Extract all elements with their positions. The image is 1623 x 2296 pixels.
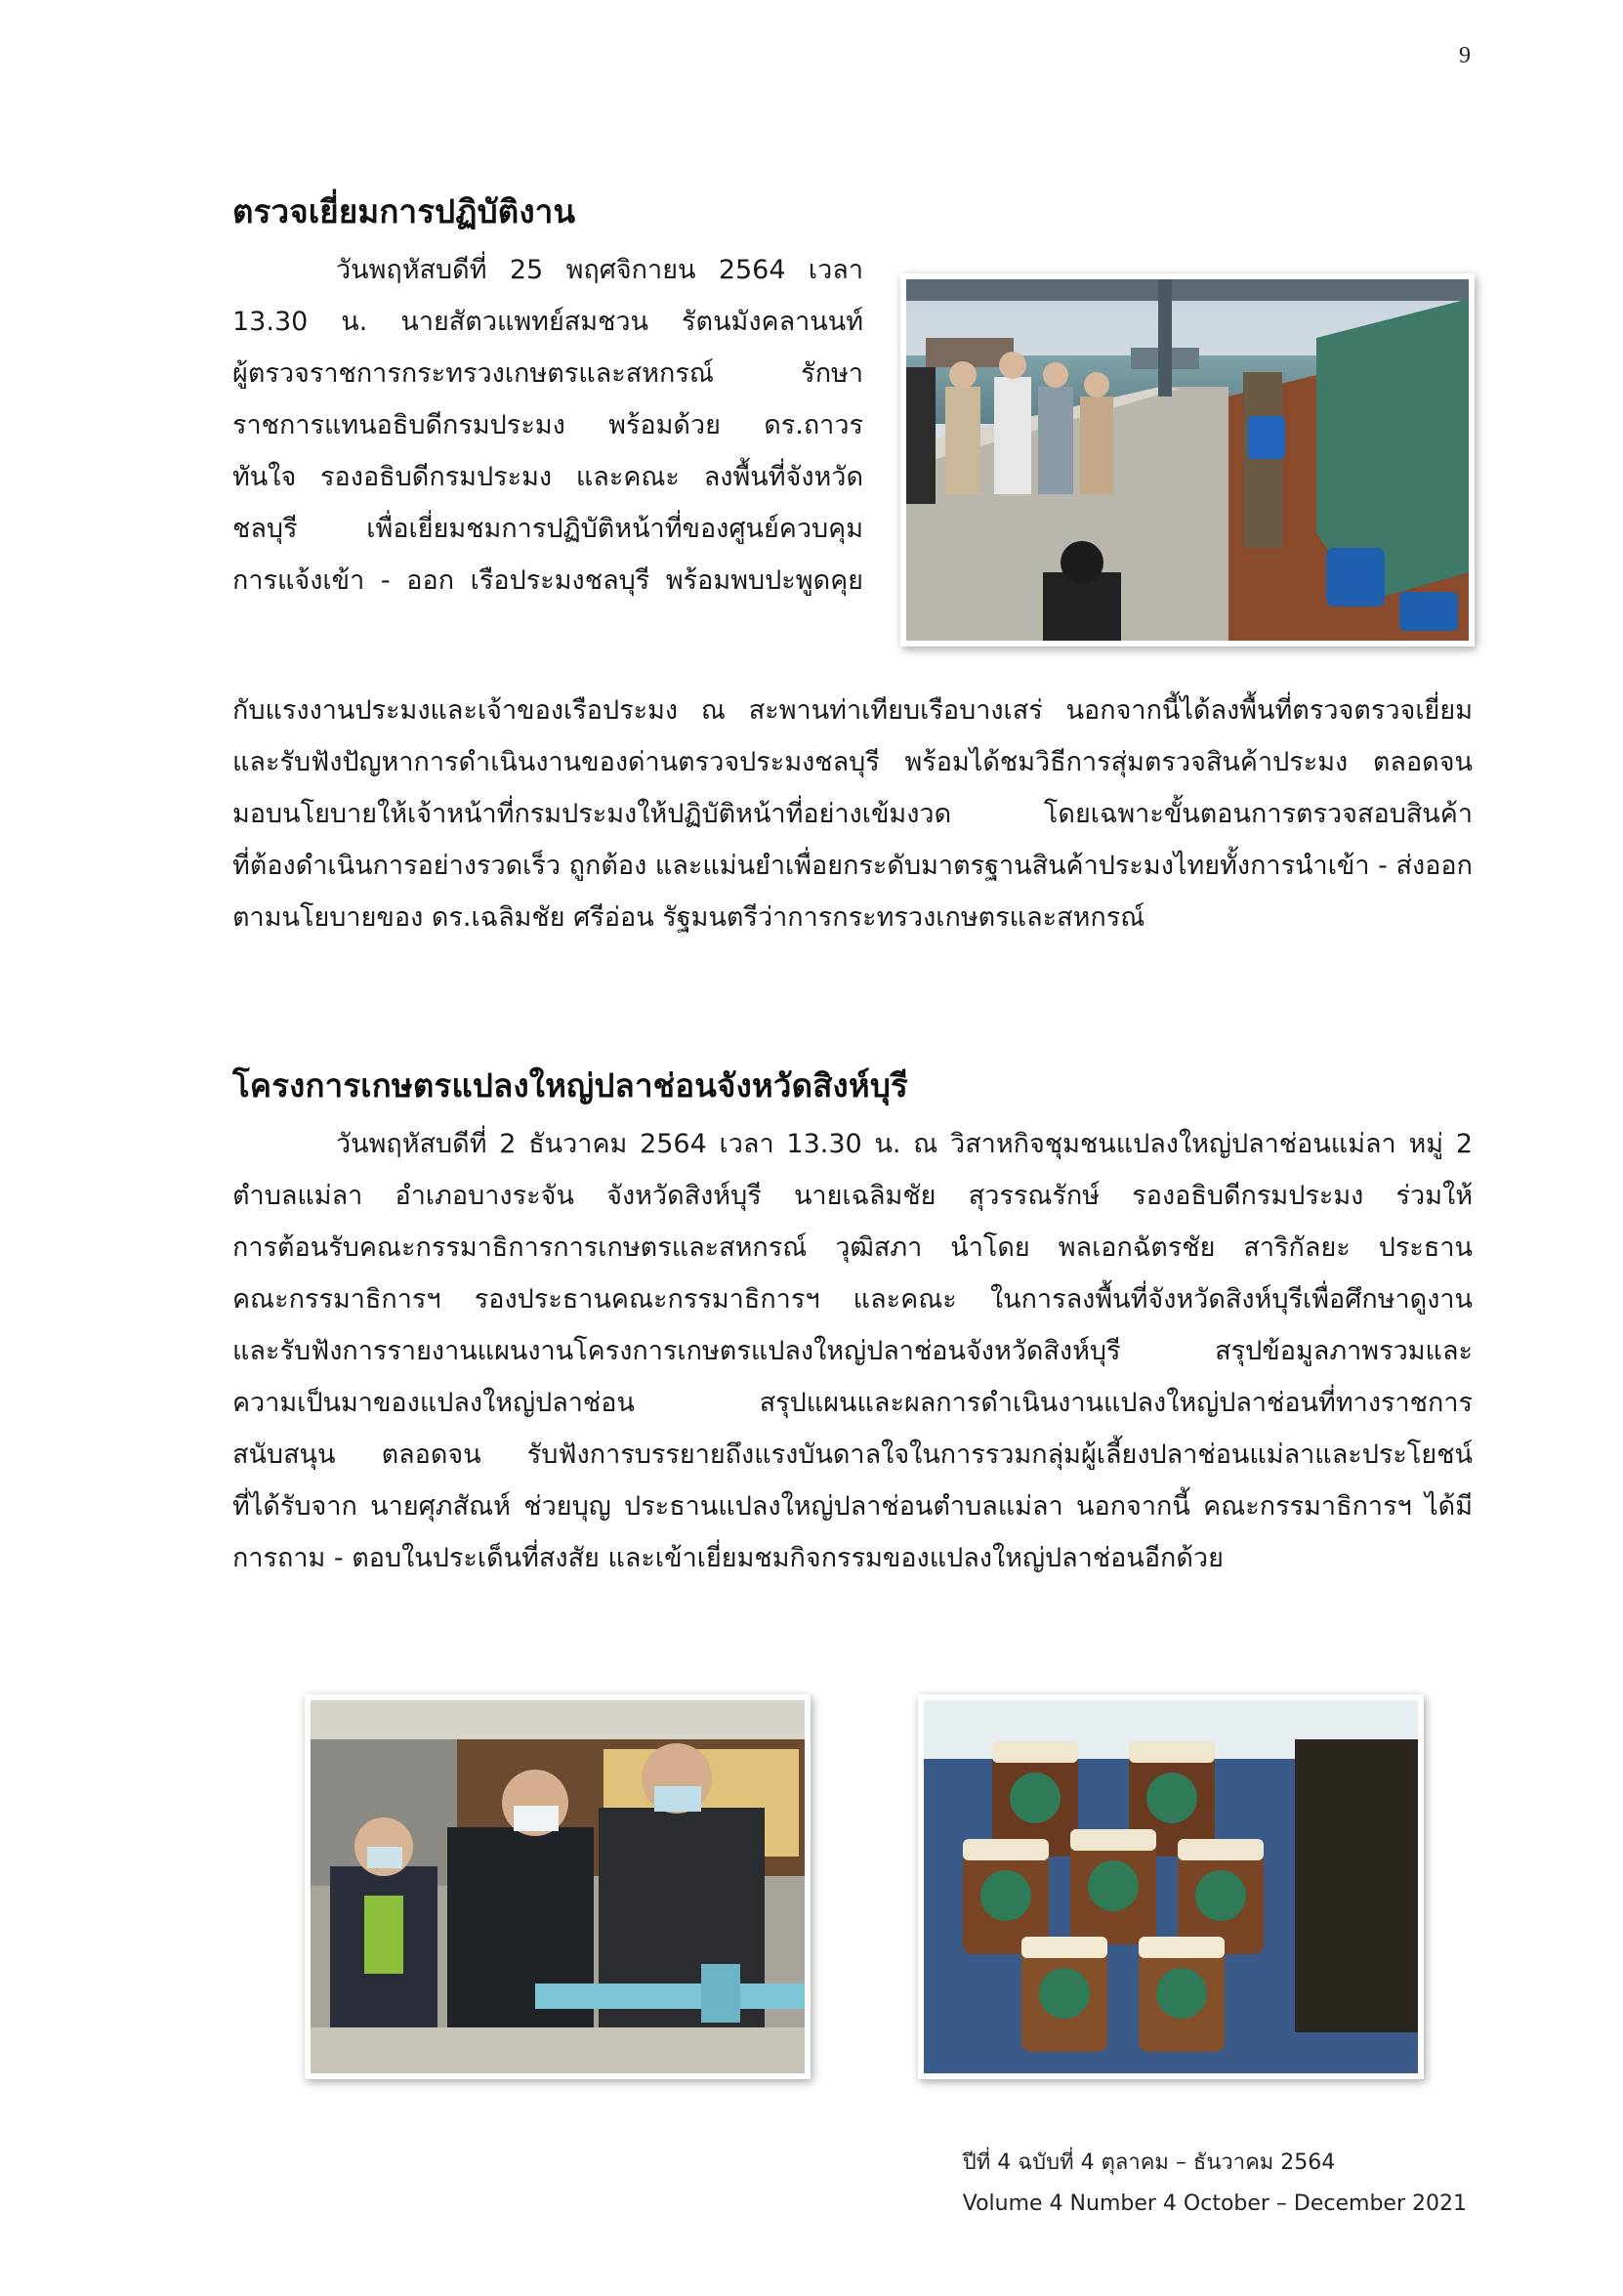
text-line: การต้อนรับคณะกรรมาธิการการเกษตรและสหกรณ์ วุฒิสภา นำโดย พลเอกฉัตรชัย สาริกัลยะ ประธาน [232,1232,1473,1263]
pier-scene-illustration [906,279,1469,641]
text-line: ตำบลแม่ลา อำเภอบางระจัน จังหวัดสิงห์บุรี นายเฉลิมชัย สุวรรณรักษ์ รองอธิบดีกรมประมง ร่วมให้ [232,1181,1473,1211]
footer-thai-issue: ปีที่ 4 ฉบับที่ 4 ตุลาคม – ธันวาคม 2564 [962,2150,1336,2175]
photo-snakehead-products [918,1694,1424,2079]
text-line: กับแรงงานประมงและเจ้าของเรือประมง ณ สะพานท่าเทียบเรือบางเสร่ นอกจากนี้ได้ลงพื้นที่ตรวจตรวจเยี่ยม [232,695,1473,726]
text-line: การถาม - ตอบในประเด็นที่สงสัย และเข้าเยี่ยมชมกิจกรรมของแปลงใหญ่ปลาช่อนอีกด้วย [232,1543,1224,1573]
text-line: คณะกรรมาธิการฯ รองประธานคณะกรรมาธิการฯ และคณะ ในการลงพื้นที่จังหวัดสิงห์บุรีเพื่อศึกษาดูงาน [232,1284,1473,1315]
section1-paragraph-beside-photo [232,244,863,606]
text-line: ทันใจ รองอธิบดีกรมประมง และคณะ ลงพื้นที่จังหวัด [232,462,863,492]
footer-issue-info [963,2143,1467,2225]
text-line: ที่ได้รับจาก นายศุภสัณห์ ช่วยบุญ ประธานแปลงใหญ่ปลาช่อนตำบลแม่ลา นอกจากนี้ คณะกรรมาธิการฯ ได้มี [232,1491,1473,1522]
section-heading-snakehead-project: โครงการเกษตรแปลงใหญ่ปลาช่อนจังหวัดสิงห์บุรี [232,1066,908,1105]
text-line: สนับสนุน ตลอดจน รับฟังการบรรยายถึงแรงบันดาลใจในการรวมกลุ่มผู้เลี้ยงปลาช่อนแม่ลาและประโยชน์ [232,1440,1473,1470]
text-line: และรับฟังปัญหาการดำเนินงานของด่านตรวจประมงชลบุรี พร้อมได้ชมวิธีการสุ่มตรวจสินค้าประมง ตลอดจน [232,747,1473,777]
text-line: ผู้ตรวจราชการกระทรวงเกษตรและสหกรณ์ รักษา [232,358,863,389]
text-line: การแจ้งเข้า - ออก เรือประมงชลบุรี พร้อมพบปะพูดคุย [232,565,863,596]
photo-officials-visit [305,1694,811,2079]
section1-paragraph-full [232,685,1473,943]
officials-scene-illustration [311,1700,805,2073]
text-line: และรับฟังการรายงานแผนงานโครงการเกษตรแปลงใหญ่ปลาช่อนจังหวัดสิงห์บุรี สรุปข้อมูลภาพรวมและ [232,1336,1473,1366]
text-line: ตามนโยบายของ ดร.เฉลิมชัย ศรีอ่อน รัฐมนตรีว่าการกระทรวงเกษตรและสหกรณ์ [232,902,1145,933]
text-line: มอบนโยบายให้เจ้าหน้าที่กรมประมงให้ปฏิบัติหน้าที่อย่างเข้มงวด โดยเฉพาะขั้นตอนการตรวจสอบสินค้า [232,799,1473,829]
text-line: วันพฤหัสบดีที่ 25 พฤศจิกายน 2564 เวลา [336,255,863,285]
text-line: ราชการแทนอธิบดีกรมประมง พร้อมด้วย ดร.ถาวร [232,410,863,440]
text-line: วันพฤหัสบดีที่ 2 ธันวาคม 2564 เวลา 13.30 น. ณ วิสาหกิจชุมชนแปลงใหญ่ปลาช่อนแม่ลา หมู่ 2 [336,1129,1473,1159]
footer-english-issue: Volume 4 Number 4 October – December 2021 [962,2192,1467,2216]
section-heading-inspection: ตรวจเยี่ยมการปฏิบัติงาน [232,192,576,230]
text-line: ชลบุรี เพื่อเยี่ยมชมการปฏิบัติหน้าที่ของศูนย์ควบคุม [232,514,863,544]
text-line: 13.30 น. นายสัตวแพทย์สมชวน รัตนมังคลานนท์ [232,307,863,337]
photo-pier-inspection [900,273,1475,647]
text-line: ที่ต้องดำเนินการอย่างรวดเร็ว ถูกต้อง และแม่นยำเพื่อยกระดับมาตรฐานสินค้าประมงไทยทั้งการนำเข้า - ส่งออก [232,851,1473,881]
page-number: 9 [1459,43,1471,68]
section2-paragraph [232,1118,1473,1584]
text-line: ความเป็นมาของแปลงใหญ่ปลาช่อน สรุปแผนและผลการดำเนินงานแปลงใหญ่ปลาช่อนที่ทางราชการ [232,1388,1473,1418]
products-scene-illustration [924,1700,1418,2073]
